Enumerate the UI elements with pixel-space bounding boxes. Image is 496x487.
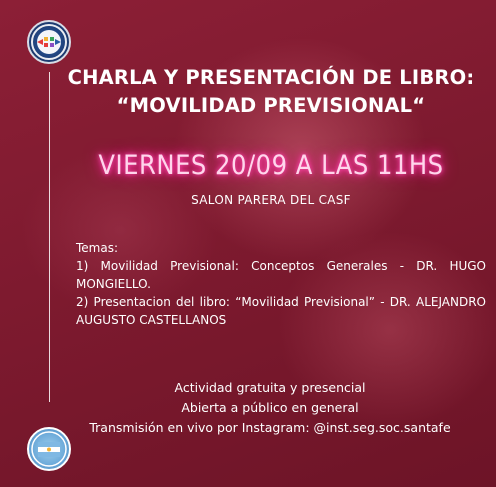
event-date-time: VIERNES 20/09 A LAS 11HS xyxy=(98,150,444,181)
footer-info xyxy=(70,378,470,438)
association-emblem-icon xyxy=(29,429,69,469)
event-title-line1: CHARLA Y PRESENTACIÓN DE LIBRO: xyxy=(67,66,475,89)
topic-item: 2) Presentacion del libro: “Movilidad Previsional” - DR. ALEJANDRO AUGUSTO CASTELLANOS xyxy=(76,295,486,327)
topic-item: 1) Movilidad Previsional: Conceptos Generales - DR. HUGO MONGIELLO. xyxy=(76,259,486,291)
footer-line-instagram: Transmisión en vivo por Instagram: @inst.seg.soc.santafe xyxy=(89,420,451,435)
topics-section xyxy=(76,239,486,329)
institute-seal-logo xyxy=(27,20,71,64)
santa-fe-association-logo xyxy=(27,427,71,471)
footer-line-open-public: Abierta a público en general xyxy=(181,400,359,415)
event-venue: SALON PARERA DEL CASF xyxy=(191,193,351,207)
topics-heading: Temas: xyxy=(76,241,119,255)
event-title-line2: “MOVILIDAD PREVISIONAL“ xyxy=(116,94,426,117)
seal-emblem-icon xyxy=(29,22,69,62)
footer-line-free-activity: Actividad gratuita y presencial xyxy=(174,380,366,395)
decorative-vertical-line xyxy=(49,72,50,402)
